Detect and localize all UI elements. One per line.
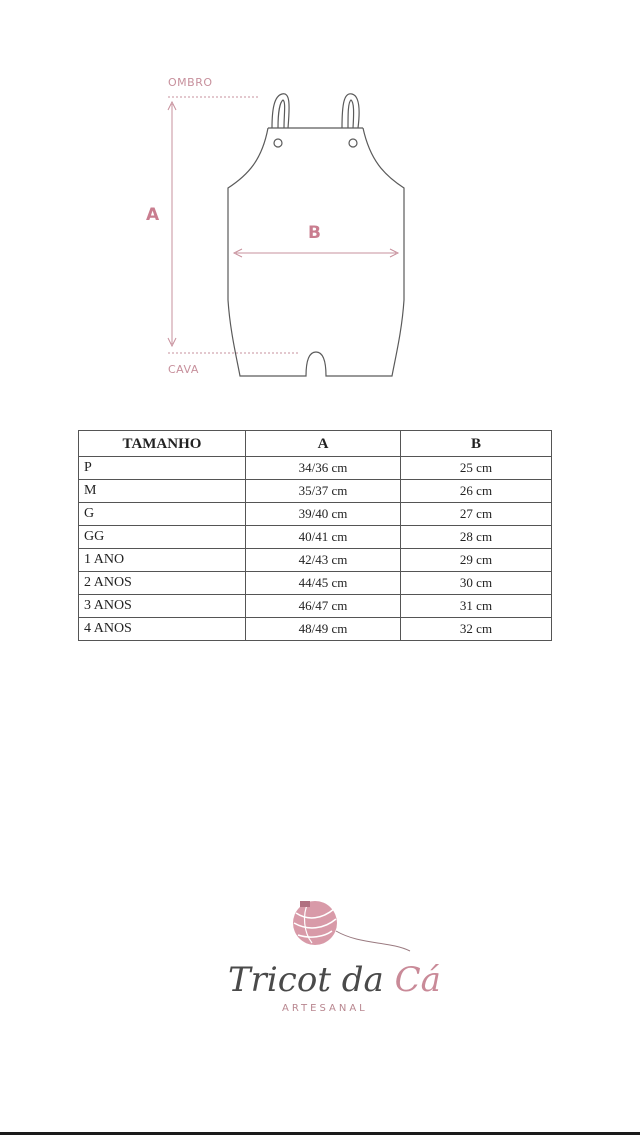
size-cell: G: [79, 503, 246, 526]
table-row: [79, 595, 552, 618]
size-cell: 4 ANOS: [79, 618, 246, 641]
table-row: [79, 618, 552, 641]
size-cell: 1 ANO: [79, 549, 246, 572]
size-cell: P: [79, 457, 246, 480]
header-size: TAMANHO: [79, 431, 246, 457]
size-cell: M: [79, 480, 246, 503]
measure-b-cell: 31 cm: [401, 595, 552, 618]
table-row: [79, 549, 552, 572]
size-cell: 3 ANOS: [79, 595, 246, 618]
measure-a-cell: 34/36 cm: [246, 457, 401, 480]
table-row: [79, 503, 552, 526]
size-cell: 2 ANOS: [79, 572, 246, 595]
table-row: [79, 480, 552, 503]
brand-name: Tricot da Cá: [228, 960, 441, 1000]
length-arrow: [168, 102, 176, 346]
brand-logo: [220, 895, 441, 1020]
header-a: A: [246, 431, 401, 457]
length-label: A: [146, 205, 160, 225]
measure-a-cell: 39/40 cm: [246, 503, 401, 526]
measure-b-cell: 30 cm: [401, 572, 552, 595]
size-chart-table: [78, 430, 552, 641]
measure-b-cell: 27 cm: [401, 503, 552, 526]
header-b: B: [401, 431, 552, 457]
measure-b-cell: 28 cm: [401, 526, 552, 549]
measure-a-cell: 48/49 cm: [246, 618, 401, 641]
brand-tagline: ARTESANAL: [282, 1003, 368, 1014]
romper-measurement-diagram: [0, 0, 640, 400]
table-row: [79, 572, 552, 595]
size-cell: GG: [79, 526, 246, 549]
table-header-row: [79, 431, 552, 457]
width-label: B: [308, 223, 321, 243]
measure-b-cell: 26 cm: [401, 480, 552, 503]
measure-a-cell: 44/45 cm: [246, 572, 401, 595]
measure-a-cell: 40/41 cm: [246, 526, 401, 549]
measure-b-cell: 25 cm: [401, 457, 552, 480]
measure-a-cell: 42/43 cm: [246, 549, 401, 572]
armhole-label: CAVA: [168, 363, 199, 376]
measure-b-cell: 29 cm: [401, 549, 552, 572]
table-row: [79, 457, 552, 480]
yarn-ball-icon: [293, 901, 410, 951]
table-row: [79, 526, 552, 549]
width-arrow: [234, 249, 398, 257]
shoulder-label: OMBRO: [168, 76, 213, 89]
measure-a-cell: 35/37 cm: [246, 480, 401, 503]
measure-b-cell: 32 cm: [401, 618, 552, 641]
measure-a-cell: 46/47 cm: [246, 595, 401, 618]
